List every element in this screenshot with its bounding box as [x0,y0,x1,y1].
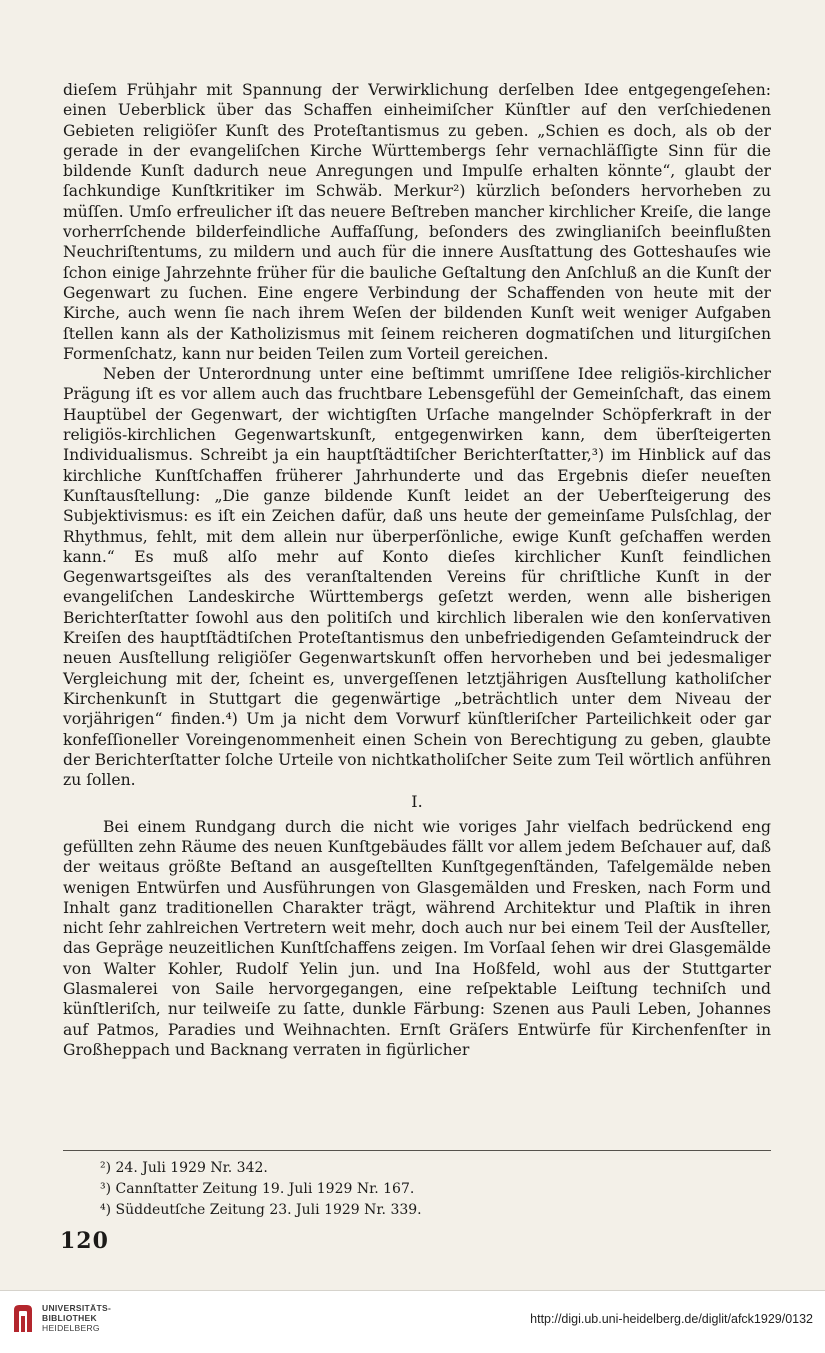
section-heading: I. [411,792,423,812]
page-number: 120 [60,1228,109,1254]
footnote-divider [63,1150,771,1151]
library-logo[interactable] [10,1300,140,1340]
logo-line-1: UNIVERSITÄTS- [42,1303,112,1313]
paragraph-1: dieſem Frühjahr mit Spannung der Verwirklichung derſelben Idee entgegengeſehen: einen Ueberblick über das Schaffen einheimiſcher Künſtler auf den verſchiedenen Gebieten religiöſer Kunſt des Proteſtantismus zu geben. „Schien es doch, als ob der gerade in der evangeliſchen Kirche Württembergs ſehr vernachläſſigte Sinn für die bildende Kunſt dadurch neue Anregungen und Impulſe erhalten könnte“, glaubt der ſachkundige Kunſtkritiker im Schwäb. Merkur²) kürzlich beſonders hervorheben zu müſſen. Umſo erfreulicher iſt das neuere Beſtreben mancher kirchlicher Kreiſe, die lange vorherrſchende bilderfeindliche Auffaſſung, beſonders des zwinglianiſch beeinflußten Neuchriſtentums, zu mildern und auch für die innere Ausſtattung des Gotteshauſes wie ſchon einige Jahrzehnte früher für die bauliche Geſtaltung den Anſchluß an die Kunſt der Gegenwart zu ſuchen. Eine engere Verbindung der Schaffenden von heute mit der Kirche, auch wenn ſie nach ihrem Weſen der bildenden Kunſt weit weniger Aufgaben ſtellen kann als der Katholizismus mit ſeinem reicheren dogmatiſchen und liturgiſchen Formenſchatz, kann nur beiden Teilen zum Vorteil gereichen. [63,81,771,363]
logo-line-3: HEIDELBERG [42,1323,100,1333]
logo-line-2: BIBLIOTHEK [42,1313,97,1323]
body-text [63,80,771,1060]
source-url[interactable]: http://digi.ub.uni-heidelberg.de/diglit/afck1929/0132 [530,1312,813,1326]
footnote-4: ⁴) Süddeutſche Zeitung 23. Juli 1929 Nr. 339. [100,1202,422,1218]
footnote-2: ²) 24. Juli 1929 Nr. 342. [100,1160,268,1176]
paragraph-2: Neben der Unterordnung unter eine beſtimmt umriſſene Idee religiös-kirchlicher Prägung iſt es vor allem auch das fruchtbare Lebensgefühl der Gemeinſchaft, das einem Hauptübel der Gegenwart, der wichtigſten Urſache mangelnder Schöpferkraft in der religiös-kirchlichen Gegenwartskunſt, entgegenwirken kann, dem überſteigerten Individualismus. Schreibt ja ein hauptſtädtiſcher Berichterſtatter,³) im Hinblick auf das kirchliche Kunſtſchaffen früherer Jahrhunderte und das Ergebnis dieſer neueſten Kunſtausſtellung: „Die ganze bildende Kunſt leidet an der Ueberſteigerung des Subjektivismus: es iſt ein Zeichen dafür, daß uns heute der gemeinſame Pulsſchlag, der Rhythmus, fehlt, mit dem allein nur überperſönliche, ewige Kunſt geſchaffen werden kann.“ Es muß alſo mehr auf Konto dieſes kirchlicher Kunſt feindlichen Gegenwartsgeiſtes als des veranſtaltenden Vereins für chriſtliche Kunſt in der evangeliſchen Landeskirche Württembergs geſetzt werden, wenn alle bisherigen Berichterſtatter ſowohl aus den politiſch und kirchlich liberalen wie den konſervativen Kreiſen des hauptſtädtiſchen Proteſtantismus den unbefriedigenden Geſamteindruck der neuen Ausſtellung religiöſer Gegenwartskunſt offen hervorheben und bei jedesmaliger Vergleichung mit der, ſcheint es, unvergeſſenen letztjährigen Ausſtellung katholiſcher Kirchenkunſt in Stuttgart die gegenwärtige „beträchtlich unter dem Niveau der vorjährigen“ finden.⁴) Um ja nicht dem Vorwurf künſtleriſcher Parteilichkeit oder gar konfeſſioneller Voreingenommenheit einen Schein von Berechtigung zu geben, glaubte der Berichterſtatter ſolche Urteile von nichtkatholiſcher Seite zum Teil wörtlich anführen zu ſollen. [63,365,772,790]
footnotes [100,1158,422,1221]
footnote-3: ³) Cannſtatter Zeitung 19. Juli 1929 Nr. 167. [100,1181,415,1197]
paragraph-3: Bei einem Rundgang durch die nicht wie voriges Jahr vielfach bedrückend eng gefüllten zehn Räume des neuen Kunſtgebäudes fällt vor allem jedem Beſchauer auf, daß der weitaus größte Beſtand an ausgeſtellten Kunſtgegenſtänden, Tafelgemälde neben wenigen Entwürfen und Ausführungen von Glasgemälden und Fresken, nach Form und Inhalt ganz traditionellen Charakter trägt, während Architektur und Plaſtik in ihren nicht ſehr zahlreichen Vertretern weit mehr, doch auch nur bei einem Teil der Ausſteller, das Gepräge neuzeitlichen Kunſtſchaffens zeigen. Im Vorſaal ſehen wir drei Glasgemälde von Walter Kohler, Rudolf Yelin jun. und Ina Hoßfeld, wohl aus der Stuttgarter Glasmalerei von Saile hervorgegangen, eine reſpektable Leiſtung techniſch und künſtleriſch, nur teilweiſe zu ſatte, dunkle Färbung: Szenen aus Pauli Leben, Johannes auf Patmos, Paradies und Weihnachten. Ernſt Gräſers Entwürfe für Kirchenfenſter in Großheppach und Backnang verraten in figürlicher [63,817,771,1059]
library-logo-text [42,1303,111,1333]
library-logo-icon [10,1302,36,1336]
